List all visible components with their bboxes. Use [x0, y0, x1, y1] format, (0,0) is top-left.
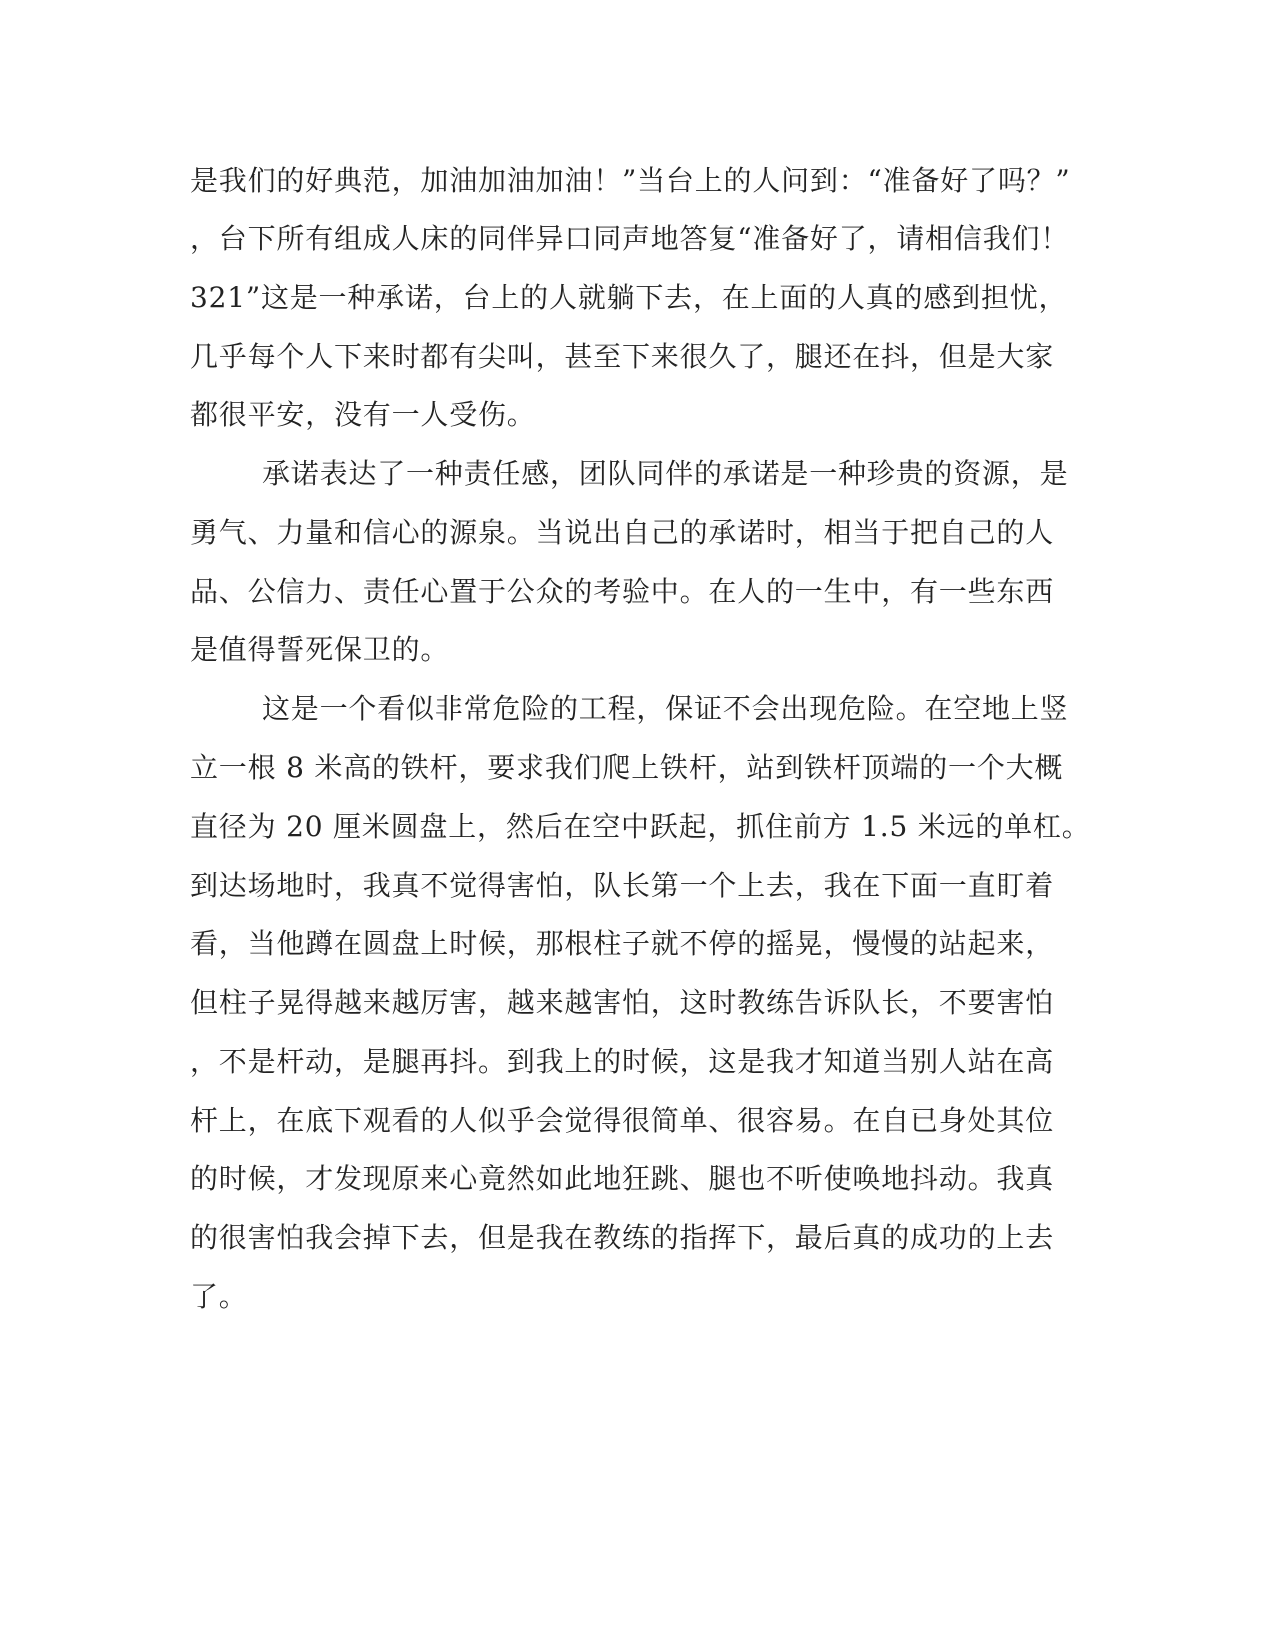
paragraph-line: 这是一个看似非常危险的工程，保证不会出现危险。在空地上竖 — [262, 692, 1069, 725]
paragraph-line: 品、公信力、责任心置于公众的考验中。在人的一生中，有一些东西 — [190, 575, 1055, 608]
paragraph-line: 立一根 8 米高的铁杆，要求我们爬上铁杆，站到铁杆顶端的一个大概 — [190, 751, 1064, 784]
paragraph-line: 看，当他蹲在圆盘上时候，那根柱子就不停的摇晃，慢慢的站起来， — [190, 927, 1055, 960]
paragraph-line: 了。 — [190, 1280, 248, 1313]
paragraph-line: 直径为 20 厘米圆盘上，然后在空中跃起，抓住前方 1.5 米远的单杠。 — [190, 810, 1091, 843]
paragraph-line: 承诺表达了一种责任感，团队同伴的承诺是一种珍贵的资源，是 — [262, 457, 1069, 490]
paragraph-line: 到达场地时，我真不觉得害怕，队长第一个上去，我在下面一直盯着 — [190, 869, 1055, 902]
paragraph-line: 几乎每个人下来时都有尖叫，甚至下来很久了，腿还在抖，但是大家 — [190, 340, 1055, 373]
paragraph-line: ，台下所有组成人床的同伴异口同声地答复“准备好了，请相信我们！ — [190, 222, 1070, 255]
paragraph-line: 是我们的好典范，加油加油加油！”当台上的人问到：“准备好了吗？” — [190, 164, 1071, 197]
paragraph-line: 杆上，在底下观看的人似乎会觉得很简单、很容易。在自已身处其位 — [190, 1104, 1055, 1137]
paragraph-line: 的很害怕我会掉下去，但是我在教练的指挥下，最后真的成功的上去 — [190, 1221, 1055, 1254]
paragraph-line: 都很平安，没有一人受伤。 — [190, 398, 536, 431]
paragraph-line: 但柱子晃得越来越厉害，越来越害怕，这时教练告诉队长，不要害怕 — [190, 986, 1055, 1019]
paragraph-line: 是值得誓死保卫的。 — [190, 633, 450, 666]
paragraph-line: ，不是杆动，是腿再抖。到我上的时候，这是我才知道当别人站在高 — [190, 1045, 1055, 1078]
paragraph-line: 勇气、力量和信心的源泉。当说出自己的承诺时，相当于把自己的人 — [190, 516, 1055, 549]
paragraph-line: 321”这是一种承诺，台上的人就躺下去，在上面的人真的感到担忧， — [190, 281, 1068, 314]
paragraph-line: 的时候，才发现原来心竟然如此地狂跳、腿也不听使唤地抖动。我真 — [190, 1162, 1055, 1195]
